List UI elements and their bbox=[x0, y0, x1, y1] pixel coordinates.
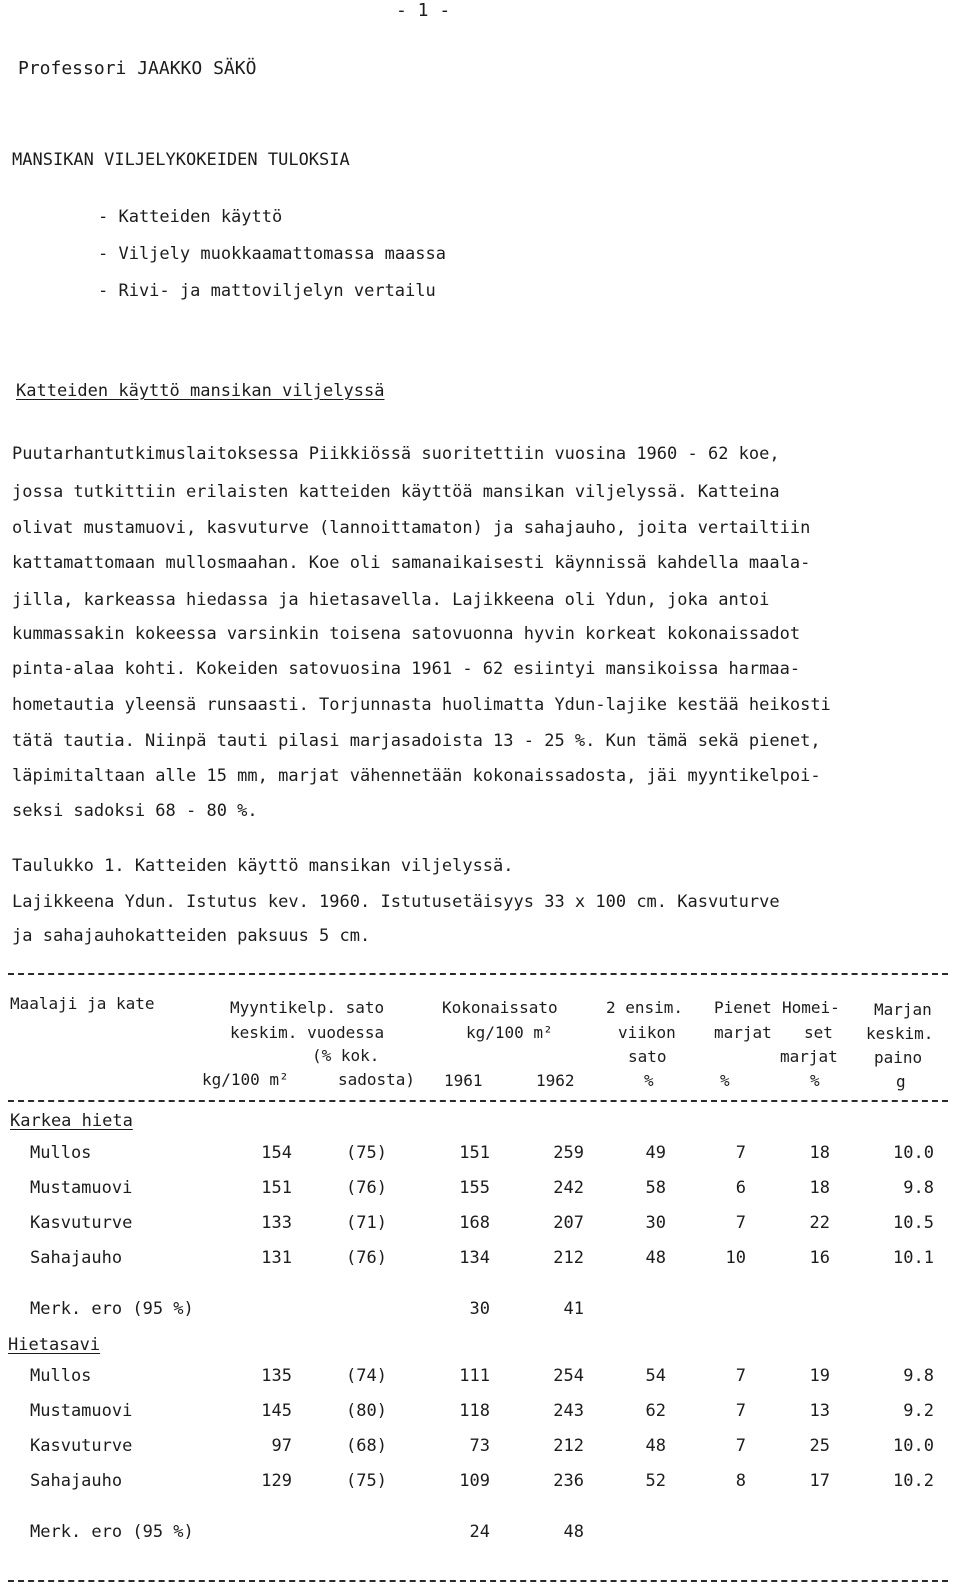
paragraph-line: kummassakin kokeessa varsinkin toisena satovuonna hyvin korkeat kokonaissadot bbox=[12, 624, 801, 644]
cell-y1962: 243 bbox=[553, 1401, 584, 1421]
paragraph-line: pinta-alaa kohti. Kokeiden satovuosina 1961 - 62 esiintyi mansikoissa harmaa- bbox=[12, 659, 801, 679]
cell-y1961: 168 bbox=[459, 1213, 490, 1233]
cell-osuus: (76) bbox=[346, 1178, 387, 1198]
cell-osuus: (74) bbox=[346, 1366, 387, 1386]
cell-osuus: (75) bbox=[346, 1143, 387, 1163]
topic-item: - Viljely muokkaamattomassa maassa bbox=[98, 244, 446, 264]
author-line: Professori JAAKKO SÄKÖ bbox=[18, 58, 257, 79]
cell-kate: Sahajauho bbox=[30, 1471, 123, 1491]
header-mold: marjat bbox=[780, 1047, 838, 1066]
header-mold: Homei- bbox=[782, 998, 840, 1017]
cell-paino: 9.8 bbox=[903, 1366, 934, 1386]
cell-paino: 9.2 bbox=[903, 1401, 934, 1421]
header-year-1961: 1961 bbox=[444, 1071, 483, 1090]
cell-y1961: 109 bbox=[459, 1471, 490, 1491]
cell-ensim: 54 bbox=[645, 1366, 666, 1386]
cell-y1962: 259 bbox=[553, 1143, 584, 1163]
header-weight: keskim. bbox=[866, 1024, 934, 1043]
paragraph-line: Puutarhantutkimuslaitoksessa Piikkiössä suoritettiin vuosina 1960 - 62 koe, bbox=[12, 444, 780, 464]
header-early: 2 ensim. bbox=[606, 998, 684, 1017]
cell-pienet: 7 bbox=[735, 1366, 746, 1386]
table-bottom-rule bbox=[8, 1580, 948, 1582]
header-total-unit: kg/100 m² bbox=[466, 1023, 553, 1042]
cell-y1961: 134 bbox=[459, 1248, 490, 1268]
header-mold: set bbox=[804, 1023, 833, 1042]
cell-y1961: 118 bbox=[459, 1401, 490, 1421]
cell-homeiset: 17 bbox=[809, 1471, 830, 1491]
cell-homeiset: 19 bbox=[809, 1366, 830, 1386]
cell-osuus: (80) bbox=[346, 1401, 387, 1421]
cell-paino: 9.8 bbox=[903, 1178, 934, 1198]
header-weight-unit: g bbox=[896, 1072, 906, 1091]
header-early: viikon bbox=[618, 1023, 676, 1042]
cell-myynti: 129 bbox=[261, 1471, 292, 1491]
cell-y1961: 73 bbox=[469, 1436, 490, 1456]
cell-osuus: (76) bbox=[346, 1248, 387, 1268]
header-weight: Marjan bbox=[874, 1000, 932, 1019]
topic-item: - Katteiden käyttö bbox=[98, 207, 283, 227]
lsd-y1962: 41 bbox=[563, 1299, 584, 1319]
lsd-label: Merk. ero (95 %) bbox=[30, 1522, 194, 1542]
cell-y1962: 236 bbox=[553, 1471, 584, 1491]
cell-pienet: 7 bbox=[735, 1213, 746, 1233]
cell-kate: Kasvuturve bbox=[30, 1436, 133, 1456]
cell-myynti: 131 bbox=[261, 1248, 292, 1268]
cell-kate: Mullos bbox=[30, 1143, 92, 1163]
caption-line: ja sahajauhokatteiden paksuus 5 cm. bbox=[12, 926, 371, 946]
paragraph-line: jossa tutkittiin erilaisten katteiden käyttöä mansikan viljelyssä. Katteina bbox=[12, 482, 780, 502]
header-marketable-unit: kg/100 m² bbox=[202, 1070, 289, 1089]
header-small: marjat bbox=[714, 1023, 772, 1042]
cell-ensim: 62 bbox=[645, 1401, 666, 1421]
cell-homeiset: 18 bbox=[809, 1178, 830, 1198]
cell-ensim: 58 bbox=[645, 1178, 666, 1198]
cell-pienet: 6 bbox=[735, 1178, 746, 1198]
cell-y1962: 212 bbox=[553, 1436, 584, 1456]
lsd-y1962: 48 bbox=[563, 1522, 584, 1542]
cell-ensim: 48 bbox=[645, 1248, 666, 1268]
section-title: Katteiden käyttö mansikan viljelyssä bbox=[16, 381, 385, 401]
header-total: Kokonaissato bbox=[442, 998, 558, 1017]
cell-y1961: 111 bbox=[459, 1366, 490, 1386]
cell-homeiset: 18 bbox=[809, 1143, 830, 1163]
header-weight: paino bbox=[874, 1048, 923, 1067]
header-marketable: Myyntikelp. sato bbox=[230, 998, 385, 1017]
cell-homeiset: 13 bbox=[809, 1401, 830, 1421]
paragraph-line: läpimitaltaan alle 15 mm, marjat vähennetään kokonaissadosta, jäi myyntikelpoi- bbox=[12, 766, 821, 786]
cell-pienet: 10 bbox=[725, 1248, 746, 1268]
header-early-unit: % bbox=[644, 1071, 654, 1090]
header-share: (% kok. bbox=[312, 1046, 380, 1065]
cell-pienet: 7 bbox=[735, 1401, 746, 1421]
cell-myynti: 145 bbox=[261, 1401, 292, 1421]
cell-y1961: 155 bbox=[459, 1178, 490, 1198]
lsd-label: Merk. ero (95 %) bbox=[30, 1299, 194, 1319]
cell-kate: Sahajauho bbox=[30, 1248, 123, 1268]
header-mold-unit: % bbox=[810, 1071, 820, 1090]
caption-line: Lajikkeena Ydun. Istutus kev. 1960. Istutusetäisyys 33 x 100 cm. Kasvuturve bbox=[12, 892, 780, 912]
cell-kate: Kasvuturve bbox=[30, 1213, 133, 1233]
cell-ensim: 49 bbox=[645, 1143, 666, 1163]
header-small-unit: % bbox=[720, 1071, 730, 1090]
lsd-y1961: 30 bbox=[469, 1299, 490, 1319]
cell-myynti: 135 bbox=[261, 1366, 292, 1386]
header-share: sadosta) bbox=[338, 1070, 416, 1089]
group-title: Hietasavi bbox=[8, 1335, 101, 1355]
cell-pienet: 8 bbox=[735, 1471, 746, 1491]
header-year-1962: 1962 bbox=[536, 1071, 575, 1090]
cell-myynti: 133 bbox=[261, 1213, 292, 1233]
paragraph-line: hometautia yleensä runsaasti. Torjunnasta huolimatta Ydun-lajike kestää heikosti bbox=[12, 695, 831, 715]
cell-ensim: 48 bbox=[645, 1436, 666, 1456]
caption-line: Taulukko 1. Katteiden käyttö mansikan viljelyssä. bbox=[12, 856, 514, 876]
paragraph-line: tätä tautia. Niinpä tauti pilasi marjasadoista 13 - 25 %. Kun tämä sekä pienet, bbox=[12, 731, 821, 751]
group-title: Karkea hieta bbox=[10, 1111, 133, 1131]
cell-ensim: 52 bbox=[645, 1471, 666, 1491]
paragraph-line: kattamattomaan mullosmaahan. Koe oli samanaikaisesti käynnissä kahdella maala- bbox=[12, 553, 811, 573]
cell-pienet: 7 bbox=[735, 1436, 746, 1456]
cell-myynti: 151 bbox=[261, 1178, 292, 1198]
cell-paino: 10.0 bbox=[893, 1436, 934, 1456]
cell-homeiset: 25 bbox=[809, 1436, 830, 1456]
header-soil-cover: Maalaji ja kate bbox=[10, 994, 155, 1013]
document-heading: MANSIKAN VILJELYKOKEIDEN TULOKSIA bbox=[12, 150, 350, 170]
cell-myynti: 97 bbox=[271, 1436, 292, 1456]
cell-kate: Mustamuovi bbox=[30, 1178, 133, 1198]
table-header-rule bbox=[8, 1100, 948, 1102]
cell-homeiset: 22 bbox=[809, 1213, 830, 1233]
header-early: sato bbox=[628, 1047, 667, 1066]
paragraph-line: seksi sadoksi 68 - 80 %. bbox=[12, 801, 258, 821]
paragraph-line: olivat mustamuovi, kasvuturve (lannoittamaton) ja sahajauho, joita vertailtiin bbox=[12, 518, 811, 538]
header-small: Pienet bbox=[714, 998, 772, 1017]
table-top-rule bbox=[8, 973, 948, 975]
header-marketable: keskim. vuodessa bbox=[230, 1023, 385, 1042]
cell-paino: 10.0 bbox=[893, 1143, 934, 1163]
cell-kate: Mustamuovi bbox=[30, 1401, 133, 1421]
page-number: - 1 - bbox=[396, 0, 451, 21]
cell-paino: 10.1 bbox=[893, 1248, 934, 1268]
cell-y1962: 242 bbox=[553, 1178, 584, 1198]
cell-kate: Mullos bbox=[30, 1366, 92, 1386]
cell-ensim: 30 bbox=[645, 1213, 666, 1233]
cell-pienet: 7 bbox=[735, 1143, 746, 1163]
paragraph-line: jilla, karkeassa hiedassa ja hietasavella. Lajikkeena oli Ydun, joka antoi bbox=[12, 590, 770, 610]
cell-y1962: 207 bbox=[553, 1213, 584, 1233]
cell-osuus: (68) bbox=[346, 1436, 387, 1456]
cell-osuus: (71) bbox=[346, 1213, 387, 1233]
cell-osuus: (75) bbox=[346, 1471, 387, 1491]
cell-y1962: 212 bbox=[553, 1248, 584, 1268]
cell-myynti: 154 bbox=[261, 1143, 292, 1163]
topic-item: - Rivi- ja mattoviljelyn vertailu bbox=[98, 281, 436, 301]
lsd-y1961: 24 bbox=[469, 1522, 490, 1542]
cell-paino: 10.5 bbox=[893, 1213, 934, 1233]
cell-y1962: 254 bbox=[553, 1366, 584, 1386]
cell-homeiset: 16 bbox=[809, 1248, 830, 1268]
cell-paino: 10.2 bbox=[893, 1471, 934, 1491]
cell-y1961: 151 bbox=[459, 1143, 490, 1163]
